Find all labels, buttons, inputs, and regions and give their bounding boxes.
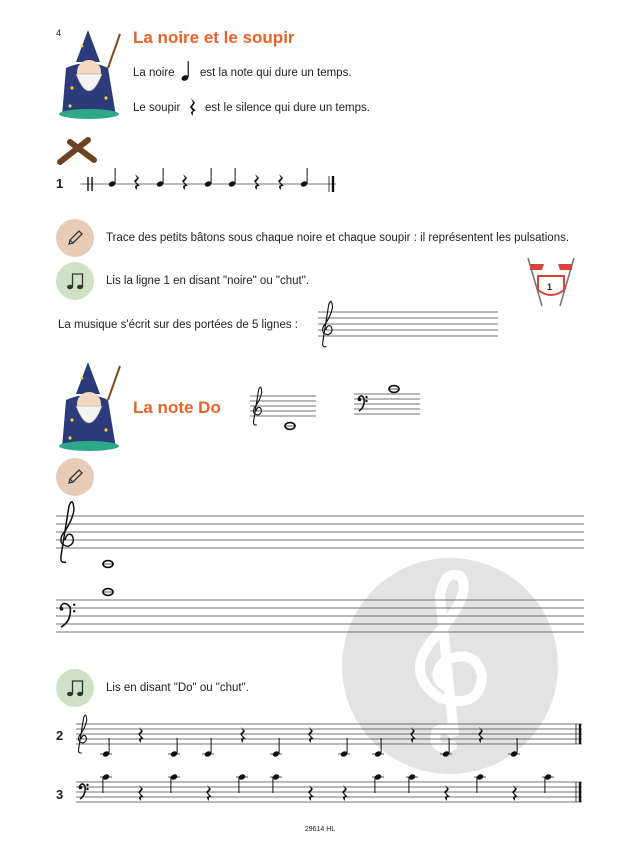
- quarter-rest: [240, 727, 246, 743]
- bass-clef-dot: [358, 398, 362, 402]
- noire-text-b: est la note qui dure un temps.: [200, 67, 352, 79]
- crossed-sticks-icon: [56, 136, 98, 166]
- pencil-circle: [56, 219, 94, 257]
- pencil-icon-2: [65, 467, 85, 487]
- bass-clef-dot: [79, 786, 83, 790]
- quarter-rest: [138, 785, 144, 801]
- large-treble-staff: [56, 510, 586, 564]
- quarter-rest: [278, 174, 284, 190]
- line-3-number: 3: [56, 787, 64, 802]
- line-2-number: 2: [56, 728, 64, 743]
- pencil-icon: [65, 228, 85, 248]
- quarter-rest: [478, 727, 484, 743]
- wizard-icon: [58, 28, 124, 120]
- quarter-rest: [308, 785, 314, 801]
- read-line-1-instruction: Lis la ligne 1 en disant "noire" ou "chut".: [106, 275, 310, 287]
- bass-clef-dot: [86, 788, 88, 790]
- rhythm-line-2: [76, 718, 586, 758]
- quarter-rest: [254, 174, 260, 190]
- music-note-icon: [65, 271, 85, 291]
- read-do-instruction: Lis en disant "Do" ou "chut".: [106, 682, 249, 694]
- rhythm-line-3: [76, 772, 586, 812]
- noire-text-a: La noire: [133, 67, 175, 79]
- quarter-rest: [342, 785, 348, 801]
- wizard-icon-2: [58, 360, 124, 452]
- quarter-note-icon: [181, 60, 193, 82]
- note-circle-2: [56, 669, 94, 707]
- quarter-rest: [206, 785, 212, 801]
- line-1-number: 1: [56, 176, 64, 191]
- do-bass-example: [354, 384, 422, 420]
- soupir-text-b: est le silence qui dure un temps.: [205, 102, 370, 114]
- bass-clef-dot: [365, 400, 367, 402]
- quarter-rest: [182, 174, 188, 190]
- quarter-rest: [444, 785, 450, 801]
- music-note-icon-2: [65, 678, 85, 698]
- trace-instruction: Trace des petits bâtons sous chaque noire et chaque soupir : il représentent les pulsations.: [106, 232, 570, 244]
- staff-text: La musique s'écrit sur des portées de 5 lignes :: [58, 319, 298, 331]
- quarter-rest: [410, 727, 416, 743]
- section-title-do: La note Do: [133, 398, 221, 417]
- bass-clef-dot: [73, 610, 75, 612]
- page-number: 4: [56, 28, 62, 38]
- pencil-circle-2: [56, 458, 94, 496]
- section-title-noire: La noire et le soupir: [133, 28, 295, 47]
- badge-number: 1: [547, 282, 553, 292]
- quarter-rest: [308, 727, 314, 743]
- bass-clef-dot: [60, 607, 64, 611]
- quarter-rest-icon: [188, 96, 198, 118]
- rhythm-line-1: [80, 166, 340, 192]
- bass-clef-dot: [86, 784, 88, 786]
- quarter-rest: [134, 174, 140, 190]
- empty-staff-treble: [318, 306, 500, 346]
- quarter-rest: [512, 785, 518, 801]
- large-bass-staff: [56, 586, 586, 640]
- note-circle: [56, 262, 94, 300]
- do-treble-example: [250, 390, 318, 430]
- footer-code: 29614 HL: [304, 826, 336, 833]
- bass-clef-dot: [73, 604, 75, 606]
- bass-clef-dot: [365, 396, 367, 398]
- soupir-text-a: Le soupir: [133, 102, 181, 114]
- quarter-rest: [138, 727, 144, 743]
